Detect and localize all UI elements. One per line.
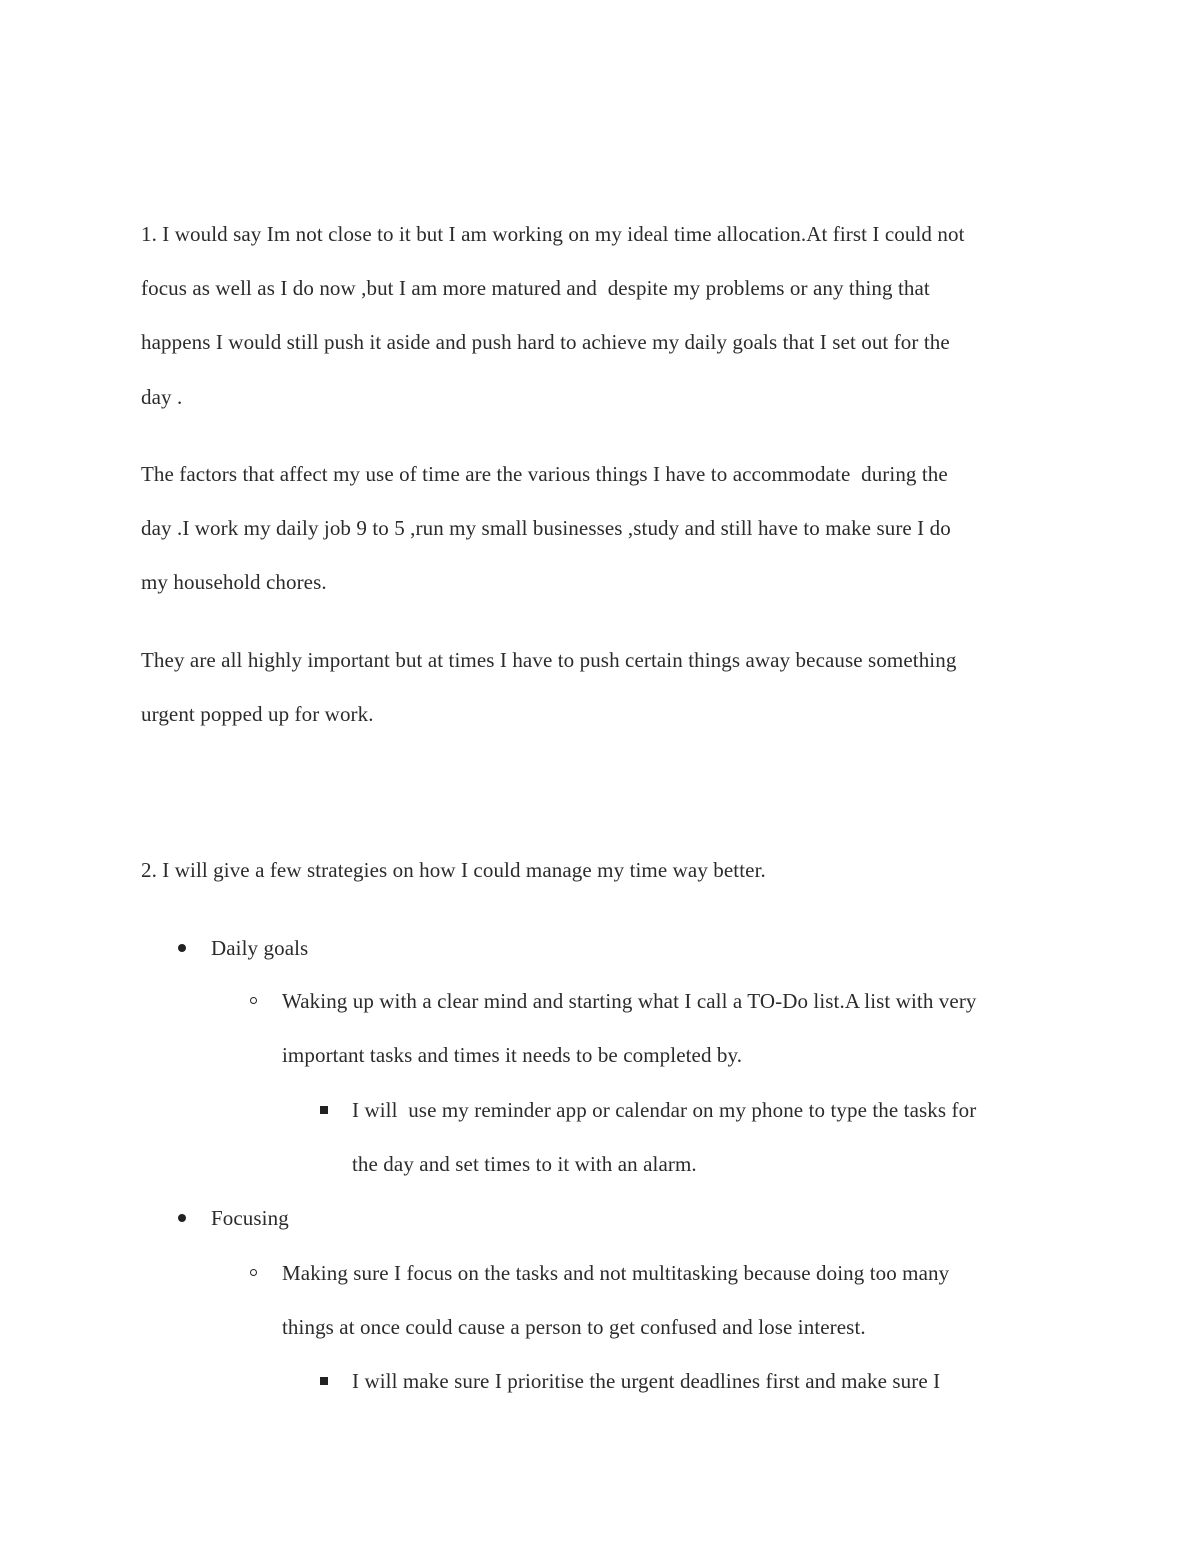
paragraph-line: 1. I would say Im not close to it but I am working on my ideal time allocation.At first I could not: [141, 222, 965, 246]
list-item-label: Focusing: [211, 1206, 289, 1230]
paragraph-line: day .: [141, 385, 183, 409]
paragraph-line: happens I would still push it aside and push hard to achieve my daily goals that I set out for the: [141, 330, 950, 354]
paragraph-line: urgent popped up for work.: [141, 702, 374, 726]
list-item-label: Daily goals: [211, 936, 309, 960]
sub-list-item-line: important tasks and times it needs to be completed by.: [282, 1043, 743, 1067]
subsub-list-item-line: the day and set times to it with an alarm.: [352, 1152, 697, 1176]
paragraph-line: They are all highly important but at times I have to push certain things away because something: [141, 648, 957, 672]
sub-list-item-line: Making sure I focus on the tasks and not multitasking because doing too many: [282, 1261, 950, 1285]
paragraph-line: my household chores.: [141, 570, 327, 594]
square-bullet-icon: [320, 1377, 328, 1385]
circle-bullet-icon: [250, 997, 257, 1004]
sub-list-item-line: things at once could cause a person to get confused and lose interest.: [282, 1315, 866, 1339]
subsub-list-item-line: I will make sure I prioritise the urgent deadlines first and make sure I: [352, 1369, 941, 1393]
section-intro: 2. I will give a few strategies on how I could manage my time way better.: [141, 858, 766, 882]
disc-bullet-icon: [178, 1214, 186, 1222]
paragraph-line: The factors that affect my use of time are the various things I have to accommodate during the: [141, 462, 948, 486]
sub-list-item-line: Waking up with a clear mind and starting what I call a TO-Do list.A list with very: [282, 989, 977, 1013]
paragraph-line: day .I work my daily job 9 to 5 ,run my small businesses ,study and still have to make sure I do: [141, 516, 951, 540]
disc-bullet-icon: [178, 944, 186, 952]
subsub-list-item-line: I will use my reminder app or calendar on my phone to type the tasks for: [352, 1098, 977, 1122]
square-bullet-icon: [320, 1106, 328, 1114]
paragraph-line: focus as well as I do now ,but I am more matured and despite my problems or any thing that: [141, 276, 930, 300]
circle-bullet-icon: [250, 1269, 257, 1276]
